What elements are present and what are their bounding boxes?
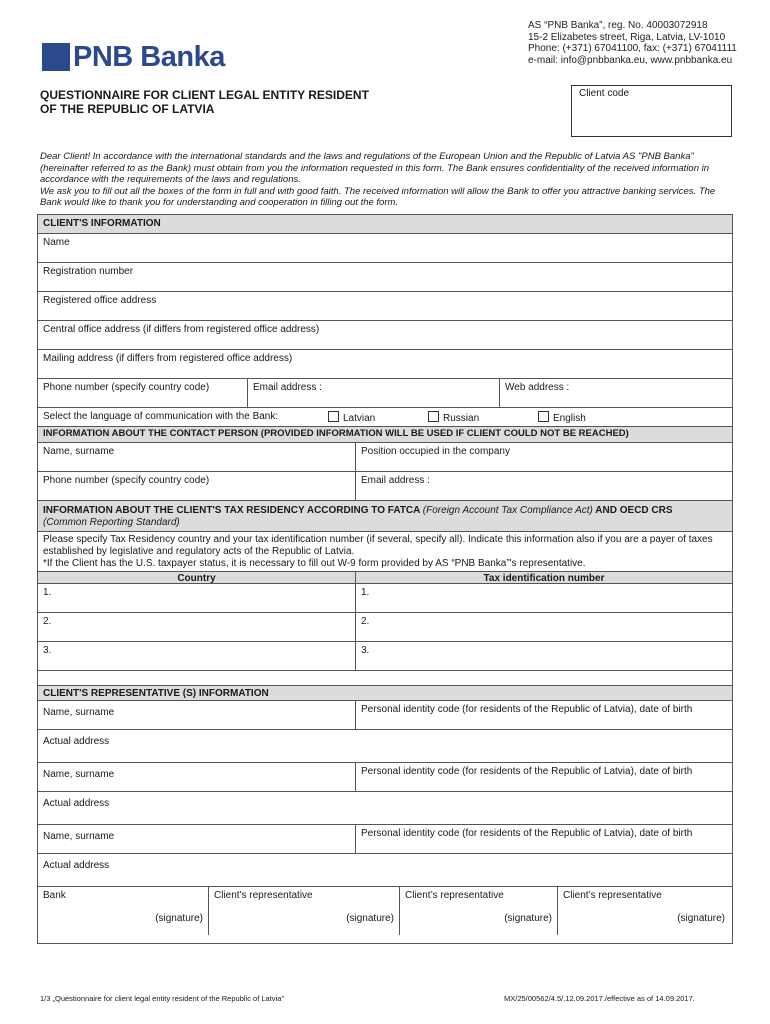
bank-info-line: AS “PNB Banka”, reg. No. 40003072918 bbox=[528, 20, 708, 31]
instruction-text: Please specify Tax Residency country and your tax identification number (if several, specify all). Indicate this information also if you are a payer of taxes established by legislative and regulatory acts of the Republic of Latvia. bbox=[43, 534, 713, 557]
title-line: QUESTIONNAIRE FOR CLIENT LEGAL ENTITY RESIDENT bbox=[40, 88, 369, 102]
option-label: Russian bbox=[443, 413, 480, 424]
row-number: 1. bbox=[43, 587, 52, 598]
rep-address-field[interactable] bbox=[38, 792, 732, 825]
tax-tin-field[interactable] bbox=[355, 613, 732, 641]
client-phone-field[interactable] bbox=[38, 379, 247, 407]
tax-country-field[interactable] bbox=[38, 642, 355, 670]
field-label: Personal identity code (for residents of the Republic of Latvia), date of birth bbox=[361, 766, 693, 777]
tax-table-header bbox=[38, 571, 732, 584]
tax-country-field[interactable] bbox=[38, 613, 355, 641]
field-label: Central office address (if differs from registered office address) bbox=[43, 324, 320, 335]
bank-contact-info bbox=[528, 20, 737, 66]
instruction-text: *If the Client has the U.S. taxpayer status, it is necessary to fill out W-9 form provided by AS “PNB Banka”'s representative. bbox=[43, 558, 586, 569]
signature-party-label: Client’s representative bbox=[405, 890, 504, 901]
registration-number-field[interactable] bbox=[38, 263, 732, 292]
rep-address-field[interactable] bbox=[38, 730, 732, 763]
tax-instructions bbox=[38, 532, 732, 571]
title-line: OF THE REPUBLIC OF LATVIA bbox=[40, 102, 215, 116]
field-label: Name, surname bbox=[43, 707, 115, 718]
field-label: Email address : bbox=[361, 475, 430, 486]
footer-page-info: 1/3 „Questionnaire for client legal entity resident of the Republic of Latvia” bbox=[40, 994, 284, 1003]
row-number: 3. bbox=[361, 645, 370, 656]
tax-tin-field[interactable] bbox=[355, 584, 732, 612]
rep-personal-code-field[interactable] bbox=[355, 825, 732, 853]
intro-text bbox=[40, 151, 730, 209]
section-header-contact-person: INFORMATION ABOUT THE CONTACT PERSON (PROVIDED INFORMATION WILL BE USED IF CLIENT COULD NOT BE REACHED) bbox=[38, 427, 732, 443]
field-label: Name, surname bbox=[43, 769, 115, 780]
bank-info-line: e-mail: info@pnbbanka.eu, www.pnbbanka.eu bbox=[528, 54, 733, 66]
contact-position-field[interactable] bbox=[355, 443, 732, 471]
questionnaire-form bbox=[37, 214, 733, 944]
field-label: Registered office address bbox=[43, 295, 157, 306]
pnb-logo bbox=[42, 42, 225, 72]
client-code-field[interactable] bbox=[571, 85, 732, 137]
field-label: Email address : bbox=[253, 382, 322, 393]
section-header-client-info: CLIENT'S INFORMATION bbox=[38, 215, 732, 234]
signature-hint: (signature) bbox=[677, 913, 725, 924]
field-label: Personal identity code (for residents of the Republic of Latvia), date of birth bbox=[361, 704, 693, 715]
field-label: Personal identity code (for residents of the Republic of Latvia), date of birth bbox=[361, 828, 693, 839]
checkbox-icon[interactable] bbox=[428, 411, 439, 422]
header-text: INFORMATION ABOUT THE CLIENT'S TAX RESIDENCY ACCORDING TO FATCA bbox=[43, 505, 421, 516]
language-option-english[interactable] bbox=[538, 411, 586, 424]
tax-table-row bbox=[38, 613, 732, 642]
signature-party-label: Client's representative bbox=[214, 890, 313, 901]
representative-row bbox=[38, 701, 732, 730]
central-office-field[interactable] bbox=[38, 321, 732, 350]
mailing-address-field[interactable] bbox=[38, 350, 732, 379]
rep-address-field[interactable] bbox=[38, 854, 732, 887]
row-number: 2. bbox=[361, 616, 370, 627]
intro-paragraph: Dear Client! In accordance with the international standards and the laws and regulations of the European Union and the Republic of Latvia AS "PNB Banka" (hereinafter referred to as the Bank) must obtain from you the information requested in this form. The Bank ensures confidentiality of the received information in accordance with the requirements of the laws and regulations. bbox=[40, 151, 710, 185]
client-code-label: Client code bbox=[579, 88, 630, 99]
contact-phone-field[interactable] bbox=[38, 472, 355, 500]
field-label: Name, surname bbox=[43, 831, 115, 842]
signature-field-bank[interactable] bbox=[38, 887, 208, 935]
column-header-country: Country bbox=[177, 573, 216, 584]
client-contacts-row bbox=[38, 379, 732, 408]
language-option-latvian[interactable] bbox=[328, 411, 375, 424]
option-label: English bbox=[553, 413, 586, 424]
language-selection-row bbox=[38, 408, 732, 427]
tax-tin-field[interactable] bbox=[355, 642, 732, 670]
section-header-representatives: CLIENT'S REPRESENTATIVE (S) INFORMATION bbox=[38, 685, 732, 701]
rep-name-field[interactable] bbox=[38, 825, 355, 853]
field-label: Mailing address (if differs from registered office address) bbox=[43, 353, 293, 364]
language-option-russian[interactable] bbox=[428, 411, 479, 424]
logo-square-icon bbox=[42, 43, 70, 71]
tax-country-field[interactable] bbox=[38, 584, 355, 612]
header-text: AND OECD CRS bbox=[595, 505, 673, 516]
signature-row bbox=[38, 887, 732, 943]
tax-table-row bbox=[38, 642, 732, 671]
section-header-tax-residency bbox=[38, 501, 732, 532]
bank-info-line: 15-2 Elizabetes street, Riga, Latvia, LV-1010 bbox=[528, 31, 726, 43]
field-label: Web address : bbox=[505, 382, 570, 393]
field-label: Actual address bbox=[43, 736, 110, 747]
spacer-row bbox=[38, 671, 732, 685]
signature-field-representative[interactable] bbox=[557, 887, 732, 935]
contact-details-row bbox=[38, 472, 732, 501]
header-text-italic: (Common Reporting Standard) bbox=[43, 517, 180, 528]
client-name-field[interactable] bbox=[38, 234, 732, 263]
footer-document-code: MX/25/00562/4.5/.12.09.2017./effective as of 14.09.2017. bbox=[504, 994, 695, 1003]
tax-table-row bbox=[38, 584, 732, 613]
checkbox-icon[interactable] bbox=[538, 411, 549, 422]
contact-person-row bbox=[38, 443, 732, 472]
field-label: Name, surname bbox=[43, 446, 115, 457]
client-web-field[interactable] bbox=[499, 379, 732, 407]
representative-row bbox=[38, 825, 732, 854]
field-label: Actual address bbox=[43, 860, 110, 871]
bank-info-line: Phone: (+371) 67041100, fax: (+371) 67041111 bbox=[528, 43, 737, 54]
signature-hint: (signature) bbox=[155, 913, 203, 924]
field-label: Position occupied in the company bbox=[361, 446, 510, 457]
column-header-tin: Tax identification number bbox=[355, 572, 732, 583]
signature-party-label: Client’s representative bbox=[563, 890, 662, 901]
registered-office-field[interactable] bbox=[38, 292, 732, 321]
signature-hint: (signature) bbox=[346, 913, 394, 924]
option-label: Latvian bbox=[343, 413, 376, 424]
rep-name-field[interactable] bbox=[38, 701, 355, 729]
client-email-field[interactable] bbox=[247, 379, 499, 407]
rep-personal-code-field[interactable] bbox=[355, 763, 732, 791]
representative-row bbox=[38, 763, 732, 792]
signature-hint: (signature) bbox=[504, 913, 552, 924]
row-number: 1. bbox=[361, 587, 370, 598]
contact-name-field[interactable] bbox=[38, 443, 355, 471]
field-label: Actual address bbox=[43, 798, 110, 809]
logo-text: PNB Banka bbox=[73, 41, 225, 73]
signature-party-label: Bank bbox=[43, 890, 66, 901]
field-label: Registration number bbox=[43, 266, 134, 277]
signature-field-representative[interactable] bbox=[208, 887, 399, 935]
rep-name-field[interactable] bbox=[38, 763, 355, 791]
field-label: Name bbox=[43, 237, 70, 248]
language-label: Select the language of communication with the Bank: bbox=[43, 411, 279, 422]
header-text-italic: (Foreign Account Tax Compliance Act) bbox=[422, 505, 593, 516]
rep-personal-code-field[interactable] bbox=[355, 701, 732, 729]
checkbox-icon[interactable] bbox=[328, 411, 339, 422]
row-number: 3. bbox=[43, 645, 52, 656]
contact-email-field[interactable] bbox=[355, 472, 732, 500]
page-title bbox=[40, 88, 369, 116]
field-label: Phone number (specify country code) bbox=[43, 475, 210, 486]
row-number: 2. bbox=[43, 616, 52, 627]
intro-paragraph: We ask you to fill out all the boxes of the form in full and with good faith. The received information will allow the Bank to offer you attractive banking services. The Bank would like to thank you for understanding and cooperation in filling out the form. bbox=[40, 185, 716, 208]
signature-field-representative[interactable] bbox=[399, 887, 557, 935]
field-label: Phone number (specify country code) bbox=[43, 382, 210, 393]
